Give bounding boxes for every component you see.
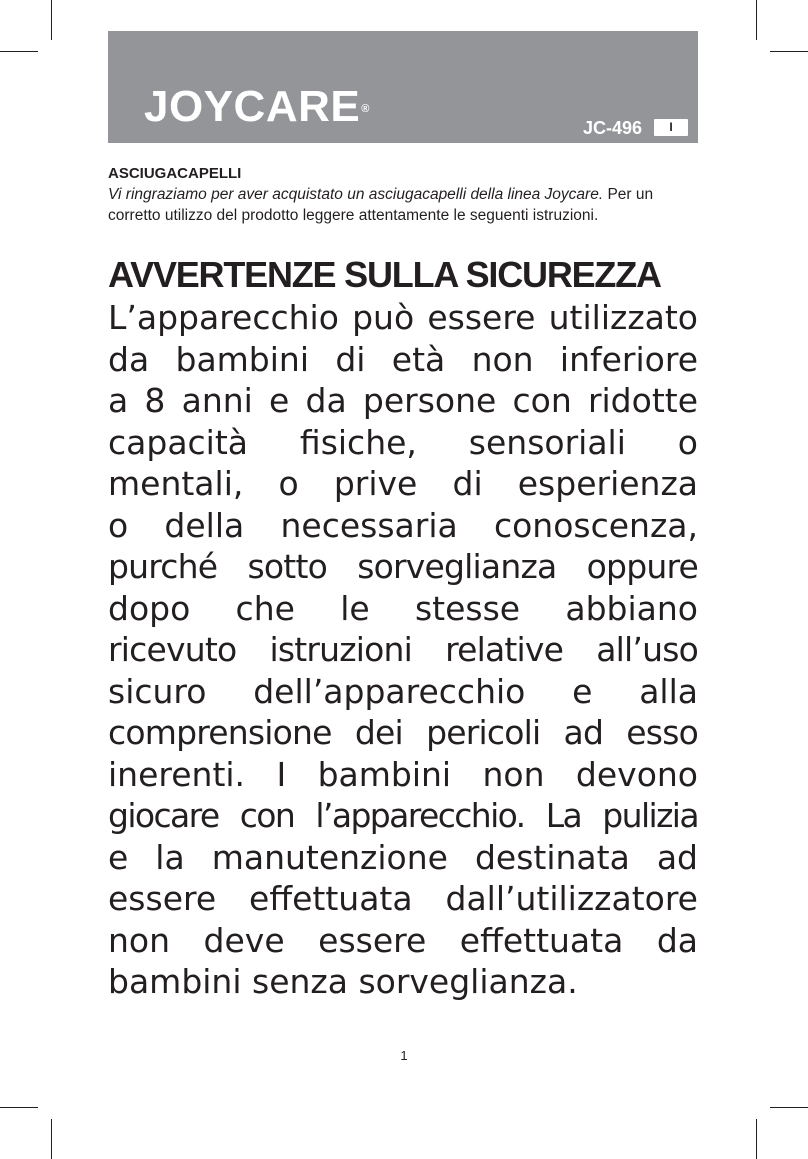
crop-mark-top-left [0,51,38,52]
safety-warnings-title: AVVERTENZE SULLA SICUREZZA [108,254,661,295]
warning-line: da bambini di età non inferiore [108,339,698,379]
intro-section [108,163,700,226]
warning-line: non deve essere effettuata da [108,920,698,960]
warning-line: purché sotto sorveglianza oppure [108,547,698,586]
intro-italic-text: Vi ringraziamo per aver acquistato un asciugacapelli della linea Joycare. [108,186,604,203]
registered-mark: ® [361,103,370,115]
brand-logo [144,82,370,131]
safety-warnings-body [108,297,698,1003]
product-title: ASCIUGACAPELLI [108,165,242,182]
intro-paragraph [108,184,700,226]
crop-mark-bottom-left [0,1107,38,1108]
crop-mark-top-left [51,0,52,40]
crop-mark-bottom-right [770,1107,808,1108]
warning-line: e la manutenzione destinata ad [108,837,698,877]
intro-text: Per un corretto utilizzo del prodotto leggere attentamente le seguenti istruzioni. [108,186,654,224]
warning-line: a 8 anni e da persone con ridotte [108,381,698,420]
warning-line: inerenti. I bambini non devono [108,754,698,794]
crop-mark-bottom-right [756,1119,757,1159]
language-badge: I [654,119,688,136]
crop-mark-bottom-left [51,1119,52,1159]
warning-line: sicuro dell’apparecchio e alla [108,671,698,711]
header-banner [108,31,698,143]
warning-line: essere effettuata dall’utilizzatore [108,879,698,918]
model-number: JC-496 [582,118,642,138]
warning-line: ricevuto istruzioni relative all’uso [108,630,698,669]
warning-line: dopo che le stesse abbiano [108,588,698,628]
warning-line: mentali, o prive di esperienza [108,464,698,503]
crop-mark-top-right [756,0,757,40]
page-number: 1 [400,1048,408,1063]
brand-name: JOYCARE [144,82,361,131]
warning-line: giocare con l’apparecchio. La pulizia [108,796,698,835]
warning-line: capacità fisiche, sensoriali o [108,422,698,462]
warning-line: comprensione dei pericoli ad esso [108,713,698,752]
warning-line: L’apparecchio può essere utilizzato [108,298,698,337]
crop-mark-top-right [770,51,808,52]
warning-line: o della necessaria conoscenza, [108,505,698,545]
warning-line: bambini senza sorveglianza. [108,962,578,1001]
